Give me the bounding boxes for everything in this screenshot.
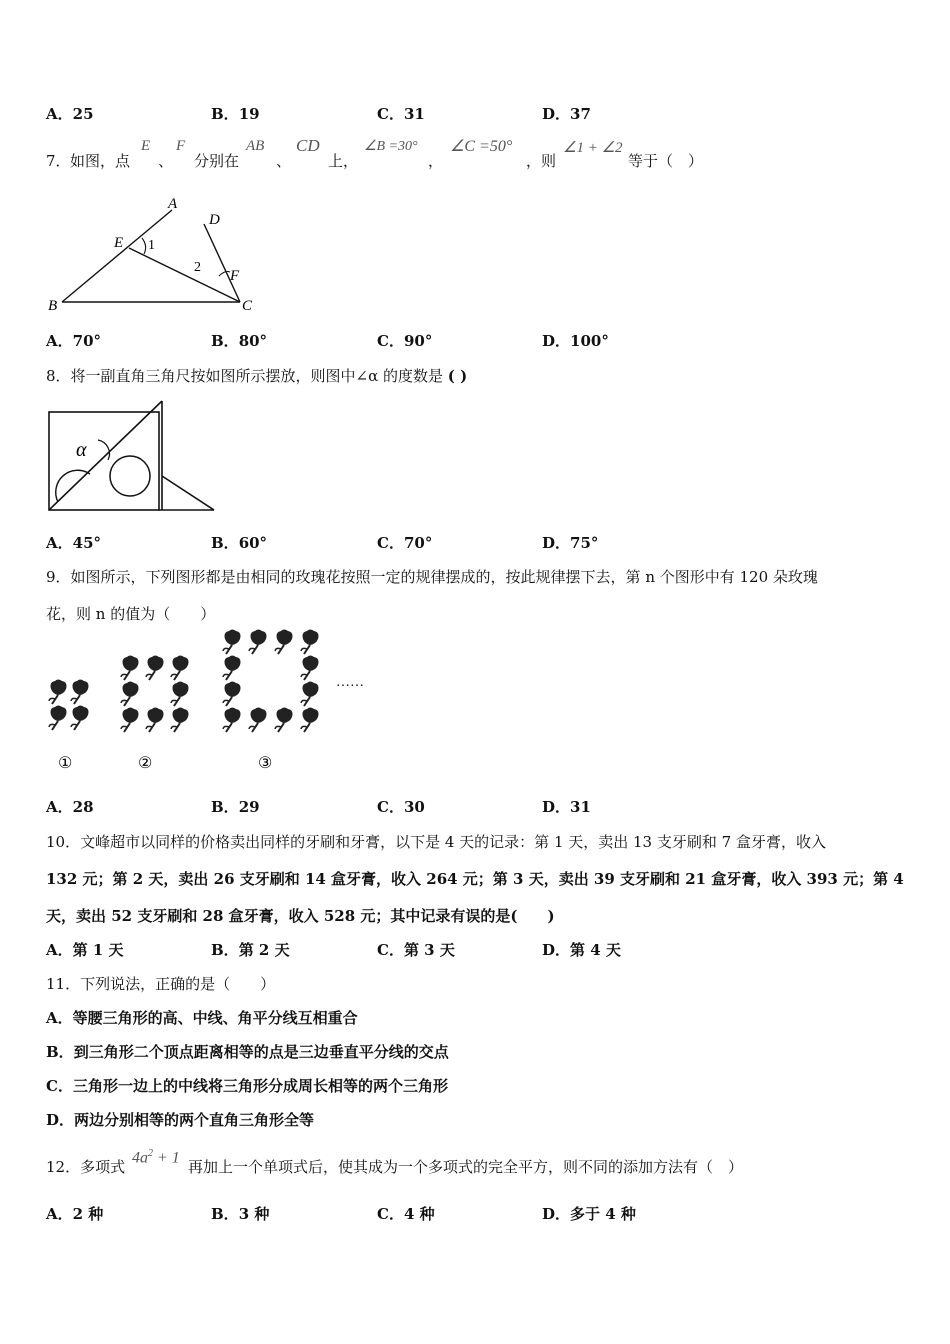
q11-option-b: B．到三角形二个顶点距离相等的点是三边垂直平分线的交点 xyxy=(46,1043,449,1061)
q12-text-1: 12．多项式 xyxy=(46,1158,126,1176)
q10-stem-line-3: 天，卖出 52 支牙刷和 28 盒牙膏，收入 528 元；其中记录有误的是( ) xyxy=(46,907,555,925)
q7-angle-c: ∠C =50° xyxy=(450,138,513,155)
q6-option-d: D．37 xyxy=(542,105,591,123)
q9-ellipsis: …… xyxy=(336,675,364,690)
q8-option-a: A．45° xyxy=(46,534,102,552)
q9-label-1: ① xyxy=(58,755,73,772)
q10-option-d: D．第 4 天 xyxy=(542,941,621,959)
q12-polynomial: $4a^2 + 1$ xyxy=(132,1148,180,1167)
q7-segment-ab: AB xyxy=(246,138,265,154)
q7-angle-sum: ∠1 + ∠2 xyxy=(563,140,623,156)
q6-option-a: A．25 xyxy=(46,105,94,123)
q9-rose xyxy=(223,682,241,707)
q7-point-f: F xyxy=(176,138,186,154)
q7-triangle-figure xyxy=(44,192,264,320)
q9-rose xyxy=(49,680,67,705)
q7-label-f: F xyxy=(230,268,240,284)
q9-rose xyxy=(121,656,139,681)
q7-text-1: 如图，点 xyxy=(70,152,131,170)
q9-rose xyxy=(49,706,67,731)
q7-label-e: E xyxy=(114,235,124,251)
q9-rose xyxy=(121,682,139,707)
q11-option-c: C．三角形一边上的中线将三角形分成周长相等的两个三角形 xyxy=(46,1077,448,1095)
q7-angle-b: ∠B =30° xyxy=(364,139,418,154)
q9-rose xyxy=(71,680,89,705)
q9-rose xyxy=(146,656,164,681)
q7-segment-cd: CD xyxy=(296,136,320,155)
q6-option-c: C．31 xyxy=(377,105,425,123)
q7-option-d: D．100° xyxy=(542,332,609,350)
q10-stem-line-1: 10．文峰超市以同样的价格卖出同样的牙刷和牙膏，以下是 4 天的记录：第 1 天，卖出 13 支牙刷和 7 盒牙膏，收入 xyxy=(46,833,826,851)
q12-option-c: C．4 种 xyxy=(377,1205,435,1223)
q12-option-a: A．2 种 xyxy=(46,1205,104,1223)
q7-text-5: 等于（ ） xyxy=(628,152,704,170)
q9-label-3: ③ xyxy=(258,755,273,772)
q7-option-a: A．70° xyxy=(46,332,102,350)
q9-label-2: ② xyxy=(138,755,153,772)
q10-stem-line-2: 132 元；第 2 天，卖出 26 支牙刷和 14 盒牙膏，收入 264 元；第 3 天，卖出 39 支牙刷和 21 盒牙膏，收入 393 元；第 4 xyxy=(46,870,904,888)
q9-rose xyxy=(223,656,241,681)
q8-option-c: C．70° xyxy=(377,534,433,552)
q9-rose xyxy=(301,682,319,707)
q12-option-d: D．多于 4 种 xyxy=(542,1205,636,1223)
q7-label-c: C xyxy=(242,298,253,314)
q7-label-2: 2 xyxy=(194,260,201,275)
q11-option-d: D．两边分别相等的两个直角三角形全等 xyxy=(46,1111,315,1129)
q9-rose xyxy=(301,708,319,733)
q8-option-b: B．60° xyxy=(211,534,268,552)
q7-option-c: C．90° xyxy=(377,332,433,350)
q8-option-d: D．75° xyxy=(542,534,599,552)
q9-option-d: D．31 xyxy=(542,798,591,816)
q9-rose xyxy=(275,708,293,733)
q10-option-c: C．第 3 天 xyxy=(377,941,455,959)
q7-point-e: E xyxy=(141,138,151,154)
q7-comma: ， xyxy=(428,152,444,170)
q9-rose xyxy=(223,708,241,733)
q9-rose xyxy=(171,708,189,733)
q9-rose xyxy=(249,630,267,655)
q9-rose xyxy=(171,656,189,681)
q7-text-4: ，则 xyxy=(526,152,557,170)
q7-label-d: D xyxy=(209,212,220,228)
q7-number: 7． xyxy=(46,152,71,170)
q9-stem-line-2: 花，则 n 的值为（ ） xyxy=(46,605,216,623)
q7-text-2: 分别在 xyxy=(194,152,240,170)
q7-label-1: 1 xyxy=(148,238,155,253)
q9-rose-pattern-figure xyxy=(40,628,390,776)
q11-stem: 11．下列说法，正确的是（ ） xyxy=(46,975,276,993)
q9-option-b: B．29 xyxy=(211,798,260,816)
q9-rose xyxy=(71,706,89,731)
q9-option-a: A．28 xyxy=(46,798,94,816)
q12-option-b: B．3 种 xyxy=(211,1205,270,1223)
q9-option-c: C．30 xyxy=(377,798,425,816)
q7-label-a: A xyxy=(168,196,178,212)
q9-rose xyxy=(121,708,139,733)
q10-option-b: B．第 2 天 xyxy=(211,941,290,959)
q9-rose xyxy=(301,656,319,681)
q11-option-a: A．等腰三角形的高、中线、角平分线互相重合 xyxy=(46,1009,358,1027)
q9-rose xyxy=(171,682,189,707)
q9-rose xyxy=(146,708,164,733)
q7-text-3: 上， xyxy=(328,152,359,170)
q8-paren: ( ) xyxy=(447,367,468,385)
q7-label-b: B xyxy=(48,298,58,314)
q7-sep-1: 、 xyxy=(158,152,174,170)
q10-option-a: A．第 1 天 xyxy=(46,941,124,959)
q9-rose xyxy=(223,630,241,655)
q9-rose xyxy=(275,630,293,655)
q7-sep-2: 、 xyxy=(276,152,292,170)
q8-triangle-ruler-figure xyxy=(46,398,218,514)
q12-text-2: 再加上一个单项式后，使其成为一个多项式的完全平方，则不同的添加方法有（ ） xyxy=(188,1158,744,1176)
q7-option-b: B．80° xyxy=(211,332,268,350)
q9-rose xyxy=(249,708,267,733)
q9-stem-line-1: 9．如图所示，下列图形都是由相同的玫瑰花按照一定的规律摆成的，按此规律摆下去，第 n 个图形中有 120 朵玫瑰 xyxy=(46,568,818,586)
q8-text: 8．将一副直角三角尺按如图所示摆放，则图中∠α 的度数是 xyxy=(46,367,444,385)
q8-alpha-label: α xyxy=(76,439,87,461)
q6-option-b: B．19 xyxy=(211,105,260,123)
q8-stem xyxy=(46,365,467,386)
q9-rose xyxy=(301,630,319,655)
